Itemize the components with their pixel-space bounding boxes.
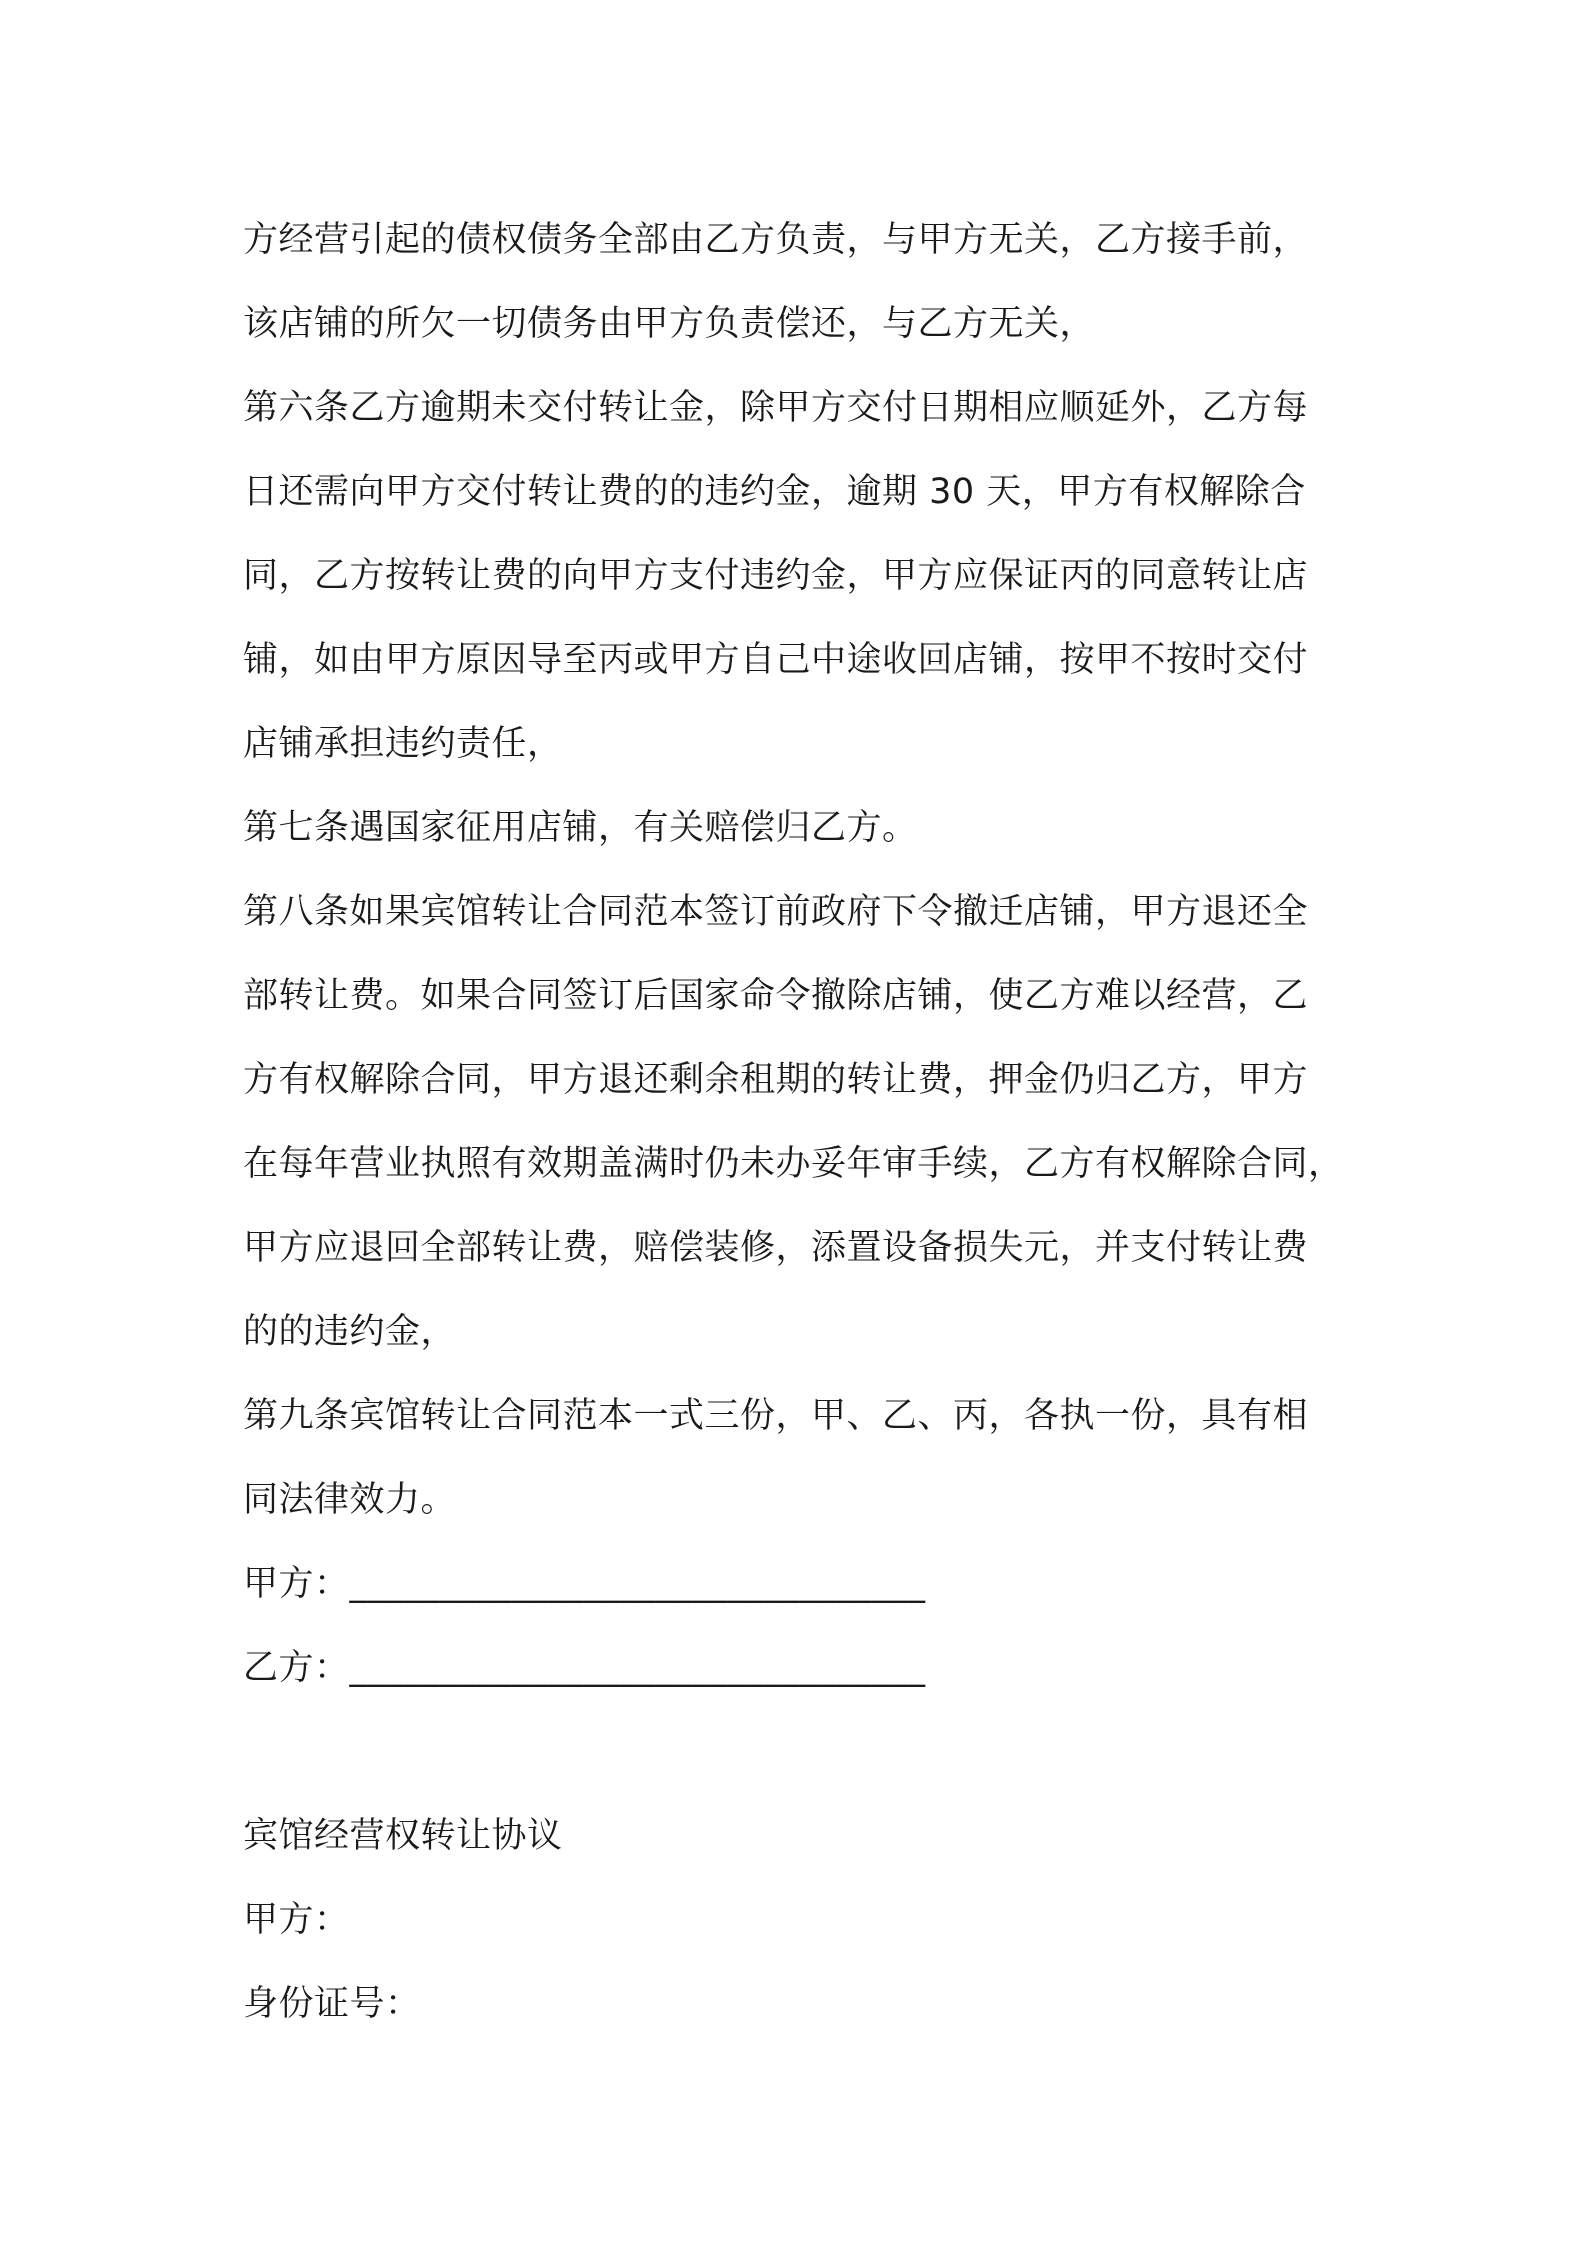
party-a-label: 甲方：	[243, 1900, 350, 1940]
clause-8-line: 第八条如果宾馆转让合同范本签订前政府下令撤迁店铺，甲方退还全	[243, 892, 1309, 932]
body-line: 部转让费。如果合同签订后国家命令撤除店铺，使乙方难以经营，乙	[243, 976, 1309, 1016]
body-line: 铺，如由甲方原因导至丙或甲方自己中途收回店铺，按甲不按时交付	[243, 640, 1309, 680]
party-a-signature-line: 甲方：________________________________	[243, 1564, 926, 1604]
body-line: 店铺承担违约责任，	[243, 724, 563, 764]
section-gap	[243, 1710, 1373, 1794]
body-line: 该店铺的所欠一切债务由甲方负责偿还，与乙方无关，	[243, 304, 1096, 344]
agreement-title: 宾馆经营权转让协议	[243, 1816, 563, 1856]
document-page	[243, 198, 1373, 2046]
body-line: 的的违约金，	[243, 1312, 457, 1352]
body-line: 方有权解除合同，甲方退还剩余租期的转让费，押金仍归乙方，甲方	[243, 1060, 1309, 1100]
body-line: 同，乙方按转让费的向甲方支付违约金，甲方应保证丙的同意转让店	[243, 556, 1309, 596]
party-b-signature-line: 乙方：________________________________	[243, 1648, 926, 1688]
id-number-label: 身份证号：	[243, 1984, 421, 2024]
clause-9-line: 第九条宾馆转让合同范本一式三份，甲、乙、丙，各执一份，具有相	[243, 1396, 1309, 1436]
body-line: 同法律效力。	[243, 1480, 457, 1520]
clause-6-line: 第六条乙方逾期未交付转让金，除甲方交付日期相应顺延外，乙方每	[243, 388, 1309, 428]
body-line: 方经营引起的债权债务全部由乙方负责，与甲方无关，乙方接手前，	[243, 220, 1309, 260]
body-line: 日还需向甲方交付转让费的的违约金，逾期 30 天，甲方有权解除合	[243, 472, 1306, 512]
clause-7-line: 第七条遇国家征用店铺，有关赔偿归乙方。	[243, 808, 918, 848]
body-line: 在每年营业执照有效期盖满时仍未办妥年审手续，乙方有权解除合同，	[243, 1144, 1344, 1184]
body-line: 甲方应退回全部转让费，赔偿装修，添置设备损失元，并支付转让费	[243, 1228, 1309, 1268]
